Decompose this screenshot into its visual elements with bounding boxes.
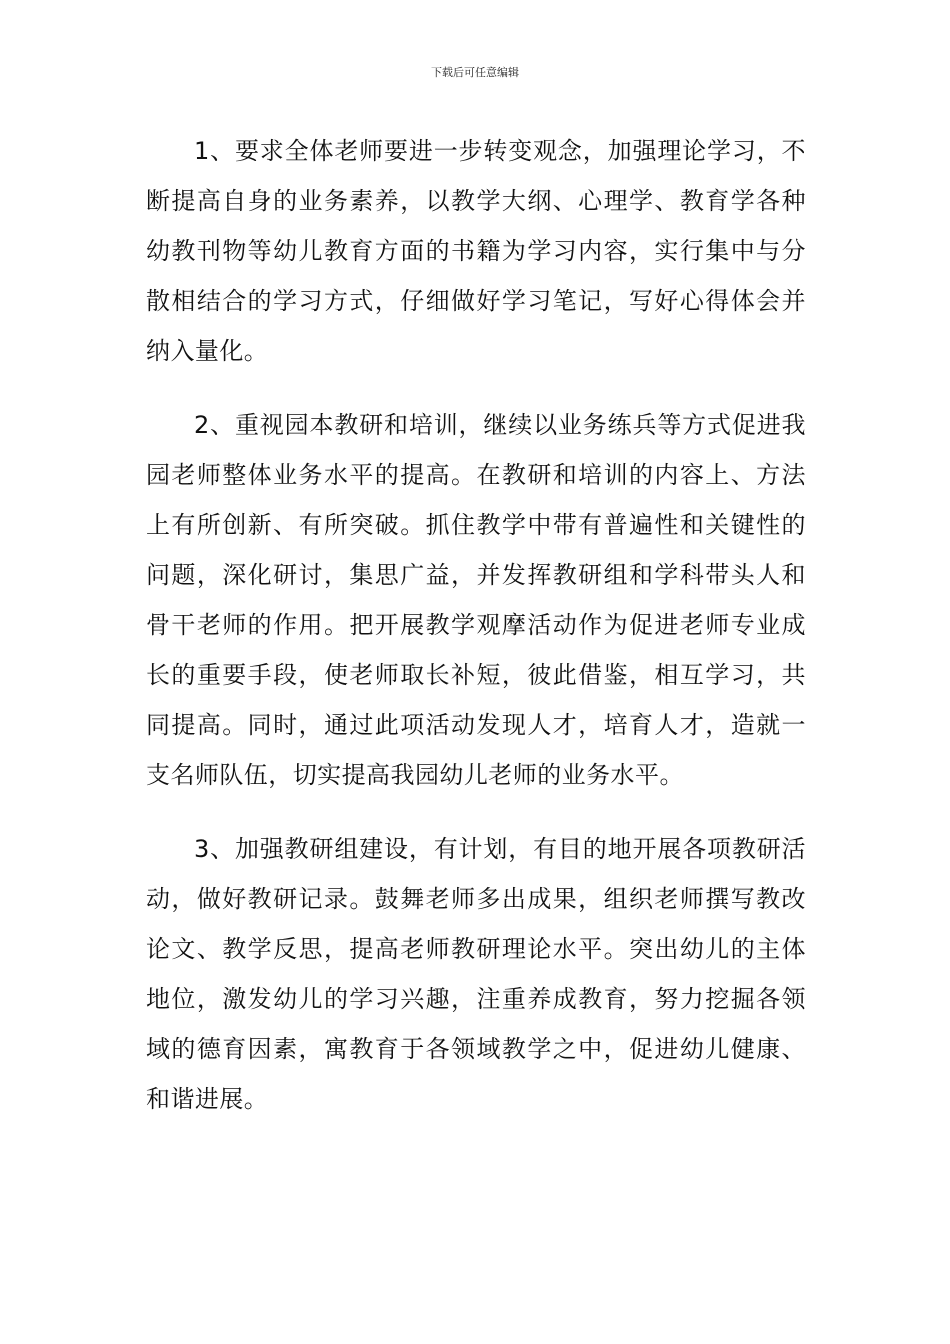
paragraph-3: 3、加强教研组建设，有计划，有目的地开展各项教研活动，做好教研记录。鼓舞老师多出成果，组织老师撰写教改论文、教学反思，提高老师教研理论水平。突出幼儿的主体地位，激发幼儿的学习兴趣，注重养成教育，努力挖掘各领域的德育因素，寓教育于各领域教学之中，促进幼儿健康、和谐进展。 (146, 835, 806, 1113)
document-body (146, 126, 806, 1124)
paragraph-2: 2、重视园本教研和培训，继续以业务练兵等方式促进我园老师整体业务水平的提高。在教研和培训的内容上、方法上有所创新、有所突破。抓住教学中带有普遍性和关键性的问题，深化研讨，集思广益，并发挥教研组和学科带头人和骨干老师的作用。把开展教学观摩活动作为促进老师专业成长的重要手段，使老师取长补短，彼此借鉴，相互学习，共同提高。同时，通过此项活动发现人才，培育人才，造就一支名师队伍，切实提高我园幼儿老师的业务水平。 (146, 411, 806, 789)
paragraph-1: 1、要求全体老师要进一步转变观念，加强理论学习，不断提高自身的业务素养，以教学大纲、心理学、教育学各种幼教刊物等幼儿教育方面的书籍为学习内容，实行集中与分散相结合的学习方式，仔细做好学习笔记，写好心得体会并纳入量化。 (146, 137, 806, 365)
header-note: 下载后可任意编辑 (431, 66, 519, 79)
